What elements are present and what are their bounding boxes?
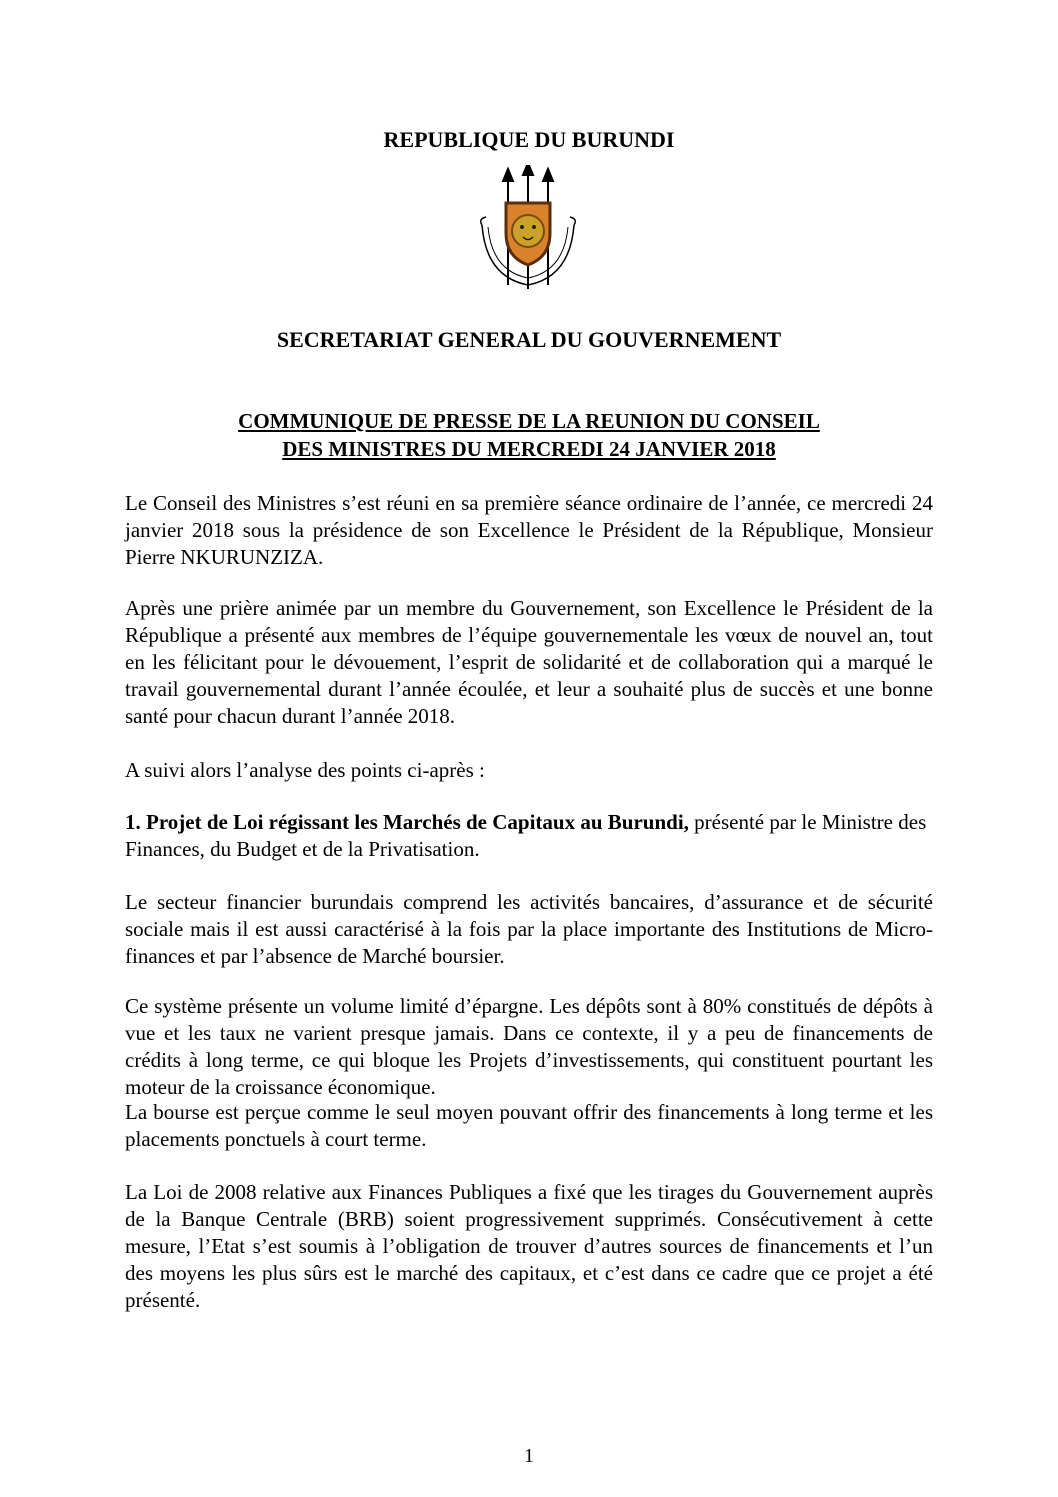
secretariat-heading: SECRETARIAT GENERAL DU GOUVERNEMENT bbox=[276, 327, 782, 352]
paragraph-savings-system: Ce système présente un volume limité d’épargne. Les dépôts sont à 80% constitués de dépôts à vue et les taux ne varient presque jamais. Dans ce contexte, il y a peu de financements de crédits à long terme, ce qui bloque les Projets d’investissements, qui constituent pourtant les moteur de la croissance économique. bbox=[125, 994, 933, 1099]
agenda-item-1 bbox=[125, 809, 933, 863]
paragraph-financial-sector: Le secteur financier burundais comprend les activités bancaires, d’assurance et de sécurité sociale mais il est aussi caractérisé à la fois par la place importante des Institutions de Micro-finances et par l’absence de Marché boursier. bbox=[125, 890, 933, 968]
agenda-item-1-presenter: présenté par le Ministre des Finances, du Budget et de la Privatisation. bbox=[125, 810, 927, 861]
paragraph-agenda-intro: A suivi alors l’analyse des points ci-après : bbox=[125, 758, 485, 782]
paragraph-council-meeting: Le Conseil des Ministres s’est réuni en sa première séance ordinaire de l’année, ce mercredi 24 janvier 2018 sous la présidence de son Excellence le Président de la République, Monsieur Pierre NKURUNZIZA. bbox=[125, 491, 933, 569]
paragraph-new-year-wishes: Après une prière animée par un membre du Gouvernement, son Excellence le Président de la République a présenté aux membres de l’équipe gouvernementale les vœux de nouvel an, tout en les félicitant pour le dévouement, l’esprit de solidarité et de collaboration qui a marqué le travail gouvernemental durant l’année écoulée, et leur a souhaité plus de succès et une bonne santé pour chacun durant l’année 2018. bbox=[125, 596, 933, 728]
agenda-item-1-title: 1. Projet de Loi régissant les Marchés de Capitaux au Burundi, bbox=[125, 810, 689, 834]
paragraph-public-finance-law: La Loi de 2008 relative aux Finances Publiques a fixé que les tirages du Gouvernement auprès de la Banque Centrale (BRB) soient progressivement supprimés. Consécutivement à cette mesure, l’Etat s’est soumis à l’obligation de trouver d’autres sources de financements et l’un des moyens les plus sûrs est le marché des capitaux, et c’est dans ce cadre que ce projet a été présenté. bbox=[125, 1180, 933, 1312]
paragraph-stock-exchange: La bourse est perçue comme le seul moyen pouvant offrir des financements à long terme et les placements ponctuels à court terme. bbox=[125, 1100, 933, 1151]
press-release-title-line-1: COMMUNIQUE DE PRESSE DE LA REUNION DU CONSEIL bbox=[238, 409, 820, 433]
press-release-title-line-2: DES MINISTRES DU MERCREDI 24 JANVIER 2018 bbox=[282, 437, 776, 461]
coat-of-arms-emblem bbox=[468, 165, 588, 295]
republic-heading: REPUBLIQUE DU BURUNDI bbox=[383, 127, 675, 152]
page-number: 1 bbox=[524, 1445, 534, 1467]
